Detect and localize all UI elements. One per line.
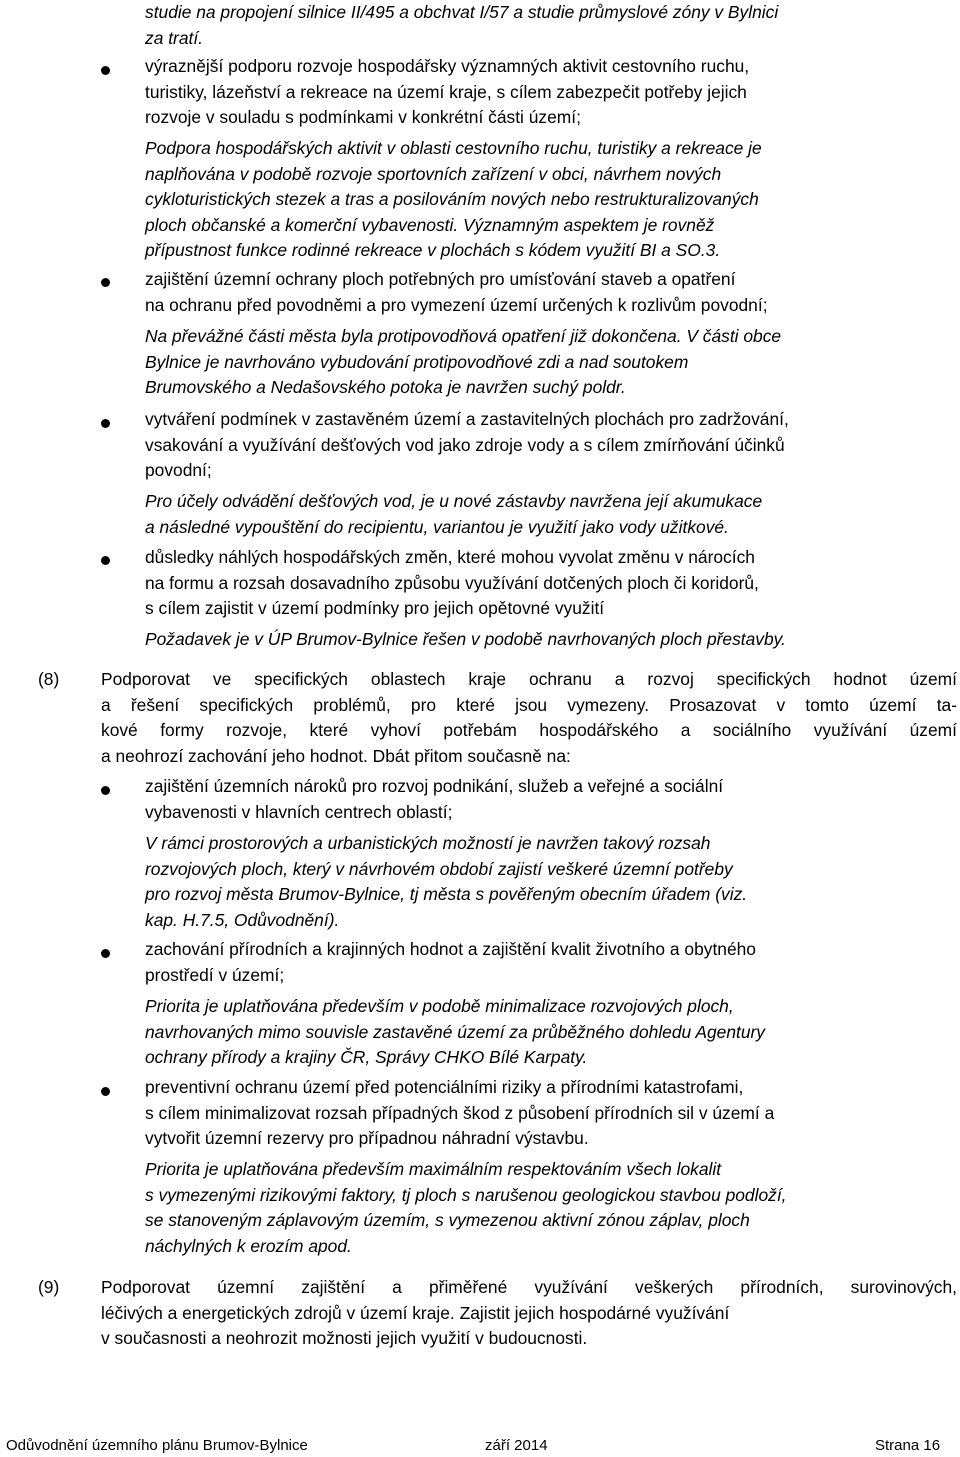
item-text: Podporovat ve specifických oblastech kraje ochranu a rozvoj specifických hodnot území a řešení specifických problémů, pro které jsou vymezeny. Prosazovat v tomto území ta- kové formy rozvoje, které vyhoví potřebám hospodářského a sociálního využívání území a neohrozí zachování jeho hodnot. Dbát přitom současně na: xyxy=(101,669,957,766)
item-text: Podporovat územní zajištění a přiměřené využívání veškerých přírodních, surovinových, léčivých a energetických zdrojů v území kraje. Zajistit jejich hospodárné využívání v současnosti a neohrozit možnosti jejich využití v budoucnosti. xyxy=(101,1277,957,1348)
bullet-note: Priorita je uplatňována především v podobě minimalizace rozvojových ploch, navrhovaných mimo souvisle zastavěné území za průběžného dohledu Agentury ochrany přírody a krajiny ČR, Správy CHKO Bílé Karpaty. xyxy=(145,996,765,1067)
footer-doc-title: Odůvodnění územního plánu Brumov-Bylnice xyxy=(6,1437,308,1454)
bullet-text: důsledky náhlých hospodářských změn, které mohou vyvolat změnu v nárocích na formu a rozsah dosavadního způsobu využívání dotčených ploch či koridorů, s cílem zajistit v území podmínky pro jejich opětovné využití xyxy=(145,547,759,618)
footer-page-number: Strana 16 xyxy=(875,1437,941,1454)
footer-date: září 2014 xyxy=(485,1437,548,1454)
bullet-icon xyxy=(101,786,110,795)
bullet-icon xyxy=(101,556,110,565)
note-continuation: studie na propojení silnice II/495 a obchvat I/57 a studie průmyslové zóny v Bylnici za tratí. xyxy=(145,2,779,48)
bullet-note: Priorita je uplatňována především maximálním respektováním všech lokalit s vymezenými rizikovými faktory, tj ploch s narušenou geologickou stavbou podloží, se stanoveným záplavovým územím, s vymezenou aktivní zónou záplav, ploch náchylných k erozím apod. xyxy=(145,1159,787,1256)
bullet-icon xyxy=(101,278,110,287)
bullet-note: V rámci prostorových a urbanistických možností je navržen takový rozsah rozvojových ploch, který v návrhovém období zajistí veškeré územní potřeby pro rozvoj města Brumov-Bylnice, tj města s pověřeným obecním úřadem (viz. kap. H.7.5, Odůvodnění). xyxy=(145,833,748,930)
bullet-text: zajištění územních nároků pro rozvoj podnikání, služeb a veřejné a sociální vybavenosti v hlavních centrech oblastí; xyxy=(145,776,724,822)
bullet-note: Požadavek je v ÚP Brumov-Bylnice řešen v podobě navrhovaných ploch přestavby. xyxy=(145,629,786,649)
bullet-text: preventivní ochranu území před potenciálními riziky a přírodními katastrofami, s cílem minimalizovat rozsah případných škod z působení přírodních sil v území a vytvořit územní rezervy pro případnou náhradní výstavbu. xyxy=(145,1077,775,1148)
bullet-text: zachování přírodních a krajinných hodnot a zajištění kvalit životního a obytného prostředí v území; xyxy=(145,939,756,985)
bullet-icon xyxy=(101,66,110,75)
item-number: (8) xyxy=(38,669,60,689)
bullet-text: vytváření podmínek v zastavěném území a zastavitelných plochách pro zadržování, vsakování a využívání dešťových vod jako zdroje vody a s cílem zmírňování účinků povodní; xyxy=(145,409,789,480)
item-number: (9) xyxy=(38,1277,60,1297)
bullet-text: výraznější podporu rozvoje hospodářsky významných aktivit cestovního ruchu, turistiky, lázeňství a rekreace na území kraje, s cílem zabezpečit potřeby jejich rozvoje v souladu s podmínkami v konkrétní části území; xyxy=(145,56,750,127)
bullet-note: Podpora hospodářských aktivit v oblasti cestovního ruchu, turistiky a rekreace je naplňována v podobě rozvoje sportovních zařízení v obci, návrhem nových cykloturistických stezek a tras a posilováním nových nebo restrukturalizovaných ploch občanské a komerční vybavenosti. Významným aspektem je rovněž přípustnost funkce rodinné rekreace v plochách s kódem využití BI a SO.3. xyxy=(145,138,762,260)
bullet-text: zajištění územní ochrany ploch potřebných pro umísťování staveb a opatření na ochranu před povodněmi a pro vymezení území určených k rozlivům povodní; xyxy=(145,269,768,315)
bullet-icon xyxy=(101,949,110,958)
bullet-note: Pro účely odvádění dešťových vod, je u nové zástavby navržena její akumukace a následné vypouštění do recipientu, variantou je využití jako vody užitkové. xyxy=(145,491,763,537)
bullet-icon xyxy=(101,419,110,428)
bullet-note: Na převážné části města byla protipovodňová opatření již dokončena. V části obce Bylnice je navrhováno vybudování protipovodňové zdi a nad soutokem Brumovského a Nedašovského potoka je navržen suchý poldr. xyxy=(145,326,782,397)
bullet-icon xyxy=(101,1087,110,1096)
